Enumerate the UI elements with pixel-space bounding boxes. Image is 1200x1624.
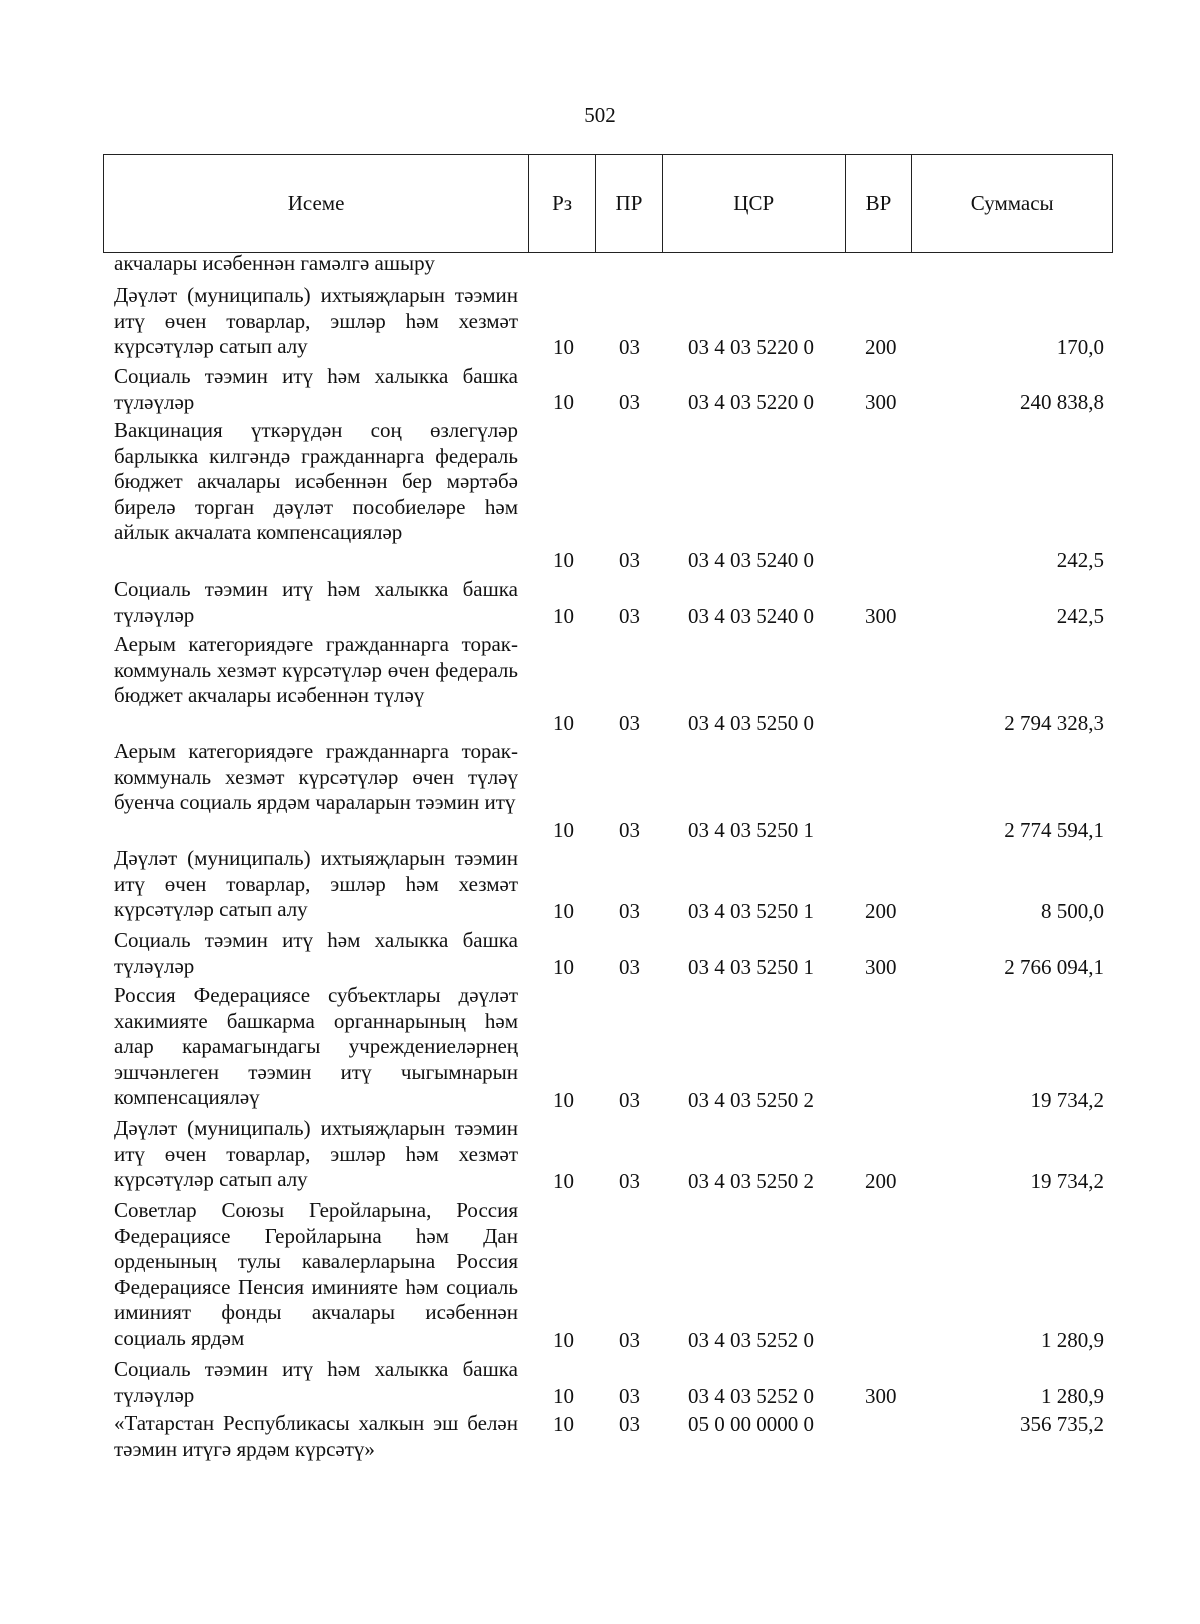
row-sum: 170,0: [1056, 334, 1104, 359]
row-csr: 03 4 03 5240 0: [688, 603, 814, 628]
table-row: [0, 251, 1200, 277]
row-pr: 03: [619, 898, 640, 923]
row-pr: 03: [619, 817, 640, 842]
table-row: [0, 1198, 1200, 1353]
row-name: Дәүләт (муниципаль) ихтыяҗларын тәэмин итү өчен товарлар, эшләр һәм хезмәт күрсәтүләр сатып алу: [114, 283, 518, 358]
row-vr: 300: [865, 954, 897, 979]
table-row: [0, 418, 1200, 573]
row-name: «Татарстан Республикасы халкын эш белән тәэмин итүгә ярдәм күрсәтү»: [114, 1411, 518, 1461]
row-pr: 03: [619, 1087, 640, 1112]
row-pr: 03: [619, 1168, 640, 1193]
row-rz: 10: [553, 603, 574, 628]
header-vr: ВР: [846, 155, 913, 252]
row-name: Дәүләт (муниципаль) ихтыяҗларын тәэмин итү өчен товарлар, эшләр һәм хезмәт күрсәтүләр сатып алу: [114, 846, 518, 921]
header-rz: Рз: [529, 155, 596, 252]
row-rz: 10: [553, 389, 574, 414]
row-rz: 10: [553, 898, 574, 923]
row-rz: 10: [553, 954, 574, 979]
row-sum: 242,5: [1056, 603, 1104, 628]
table-row: [0, 928, 1200, 980]
row-vr: 300: [865, 389, 897, 414]
row-pr: 03: [619, 1383, 640, 1408]
table-row: [0, 1116, 1200, 1194]
row-csr: 03 4 03 5240 0: [688, 547, 814, 572]
row-csr: 05 0 00 0000 0: [688, 1411, 814, 1436]
row-csr: 03 4 03 5250 2: [688, 1168, 814, 1193]
row-pr: 03: [619, 710, 640, 735]
row-sum: 240 838,8: [1020, 389, 1104, 414]
row-csr: 03 4 03 5250 1: [688, 898, 814, 923]
row-pr: 03: [619, 954, 640, 979]
row-rz: 10: [553, 1383, 574, 1408]
row-vr: 200: [865, 898, 897, 923]
row-rz: 10: [553, 817, 574, 842]
row-sum: 19 734,2: [1030, 1087, 1104, 1112]
row-rz: 10: [553, 334, 574, 359]
row-sum: 2 766 094,1: [1004, 954, 1104, 979]
row-csr: 03 4 03 5252 0: [688, 1383, 814, 1408]
row-rz: 10: [553, 547, 574, 572]
row-name: Аерым категориядәге гражданнарга торак-коммуналь хезмәт күрсәтүләр өчен федераль бюджет акчалары исәбеннән түләү: [114, 632, 518, 707]
row-pr: 03: [619, 334, 640, 359]
row-name: Вакцинация үткәрүдән соң өзлегүләр барлыкка килгәндә гражданнарга федераль бюджет акчалары исәбеннән бер мәртәбә бирелә торган дәүләт пособиеләре һәм айлык акчалата компенсацияләр: [114, 418, 518, 544]
row-pr: 03: [619, 389, 640, 414]
row-pr: 03: [619, 547, 640, 572]
row-sum: 19 734,2: [1030, 1168, 1104, 1193]
header-sum: Суммасы: [970, 191, 1054, 215]
table-row: [0, 632, 1200, 736]
row-csr: 03 4 03 5220 0: [688, 334, 814, 359]
row-csr: 03 4 03 5250 1: [688, 954, 814, 979]
row-sum: 1 280,9: [1041, 1327, 1104, 1352]
row-rz: 10: [553, 1327, 574, 1352]
row-sum: 242,5: [1056, 547, 1104, 572]
row-rz: 10: [553, 1411, 574, 1436]
row-sum: 2 794 328,3: [1004, 710, 1104, 735]
row-pr: 03: [619, 603, 640, 628]
row-vr: 300: [865, 1383, 897, 1408]
row-name: Аерым категориядәге гражданнарга торак-коммуналь хезмәт күрсәтүләр өчен түләү буенча социаль ярдәм чараларын тәэмин итү: [114, 739, 518, 814]
row-name: Социаль тәэмин итү һәм халыкка башка түләүләр: [114, 577, 518, 627]
row-sum: 8 500,0: [1041, 898, 1104, 923]
table-row: [0, 1411, 1200, 1463]
table-row: [0, 983, 1200, 1113]
table-row: [0, 739, 1200, 843]
row-rz: 10: [553, 1087, 574, 1112]
row-sum: 356 735,2: [1020, 1411, 1104, 1436]
page-number: 502: [584, 103, 616, 127]
row-vr: 200: [865, 1168, 897, 1193]
row-pr: 03: [619, 1327, 640, 1352]
row-csr: 03 4 03 5250 2: [688, 1087, 814, 1112]
table-row: [0, 577, 1200, 629]
row-vr: 300: [865, 603, 897, 628]
row-rz: 10: [553, 710, 574, 735]
row-csr: 03 4 03 5220 0: [688, 389, 814, 414]
row-csr: 03 4 03 5250 1: [688, 817, 814, 842]
row-sum: 1 280,9: [1041, 1383, 1104, 1408]
row-name: Советлар Союзы Геройларына, Россия Федерациясе Геройларына һәм Дан орденының тулы кавалерларына Россия Федерациясе Пенсия иминияте һәм социаль иминият фонды акчалары исәбеннән социаль ярдәм: [114, 1198, 518, 1350]
row-name: Дәүләт (муниципаль) ихтыяҗларын тәэмин итү өчен товарлар, эшләр һәм хезмәт күрсәтүләр сатып алу: [114, 1116, 518, 1191]
row-name: Социаль тәэмин итү һәм халыкка башка түләүләр: [114, 364, 518, 414]
row-rz: 10: [553, 1168, 574, 1193]
row-csr: 03 4 03 5250 0: [688, 710, 814, 735]
row-sum: 2 774 594,1: [1004, 817, 1104, 842]
row-vr: 200: [865, 334, 897, 359]
row-name: Социаль тәэмин итү һәм халыкка башка түләүләр: [114, 928, 518, 978]
table-row: [0, 283, 1200, 360]
table-row: [0, 1357, 1200, 1409]
row-csr: 03 4 03 5252 0: [688, 1327, 814, 1352]
table-row: [0, 846, 1200, 924]
row-name: Россия Федерациясе субъектлары дәүләт хакимияте башкарма органнарының һәм алар карамагындагы учреждениеләрнең эшчәнлеген тәэмин итү чыгымнарын компенсацияләү: [114, 983, 518, 1109]
row-name: акчалары исәбеннән гамәлгә ашыру: [114, 251, 435, 275]
header-name: Исеме: [104, 155, 529, 252]
row-pr: 03: [619, 1411, 640, 1436]
header-csr: ЦСР: [663, 155, 846, 252]
row-name: Социаль тәэмин итү һәм халыкка башка түләүләр: [114, 1357, 518, 1407]
table-row: [0, 364, 1200, 415]
header-pr: ПР: [596, 155, 663, 252]
